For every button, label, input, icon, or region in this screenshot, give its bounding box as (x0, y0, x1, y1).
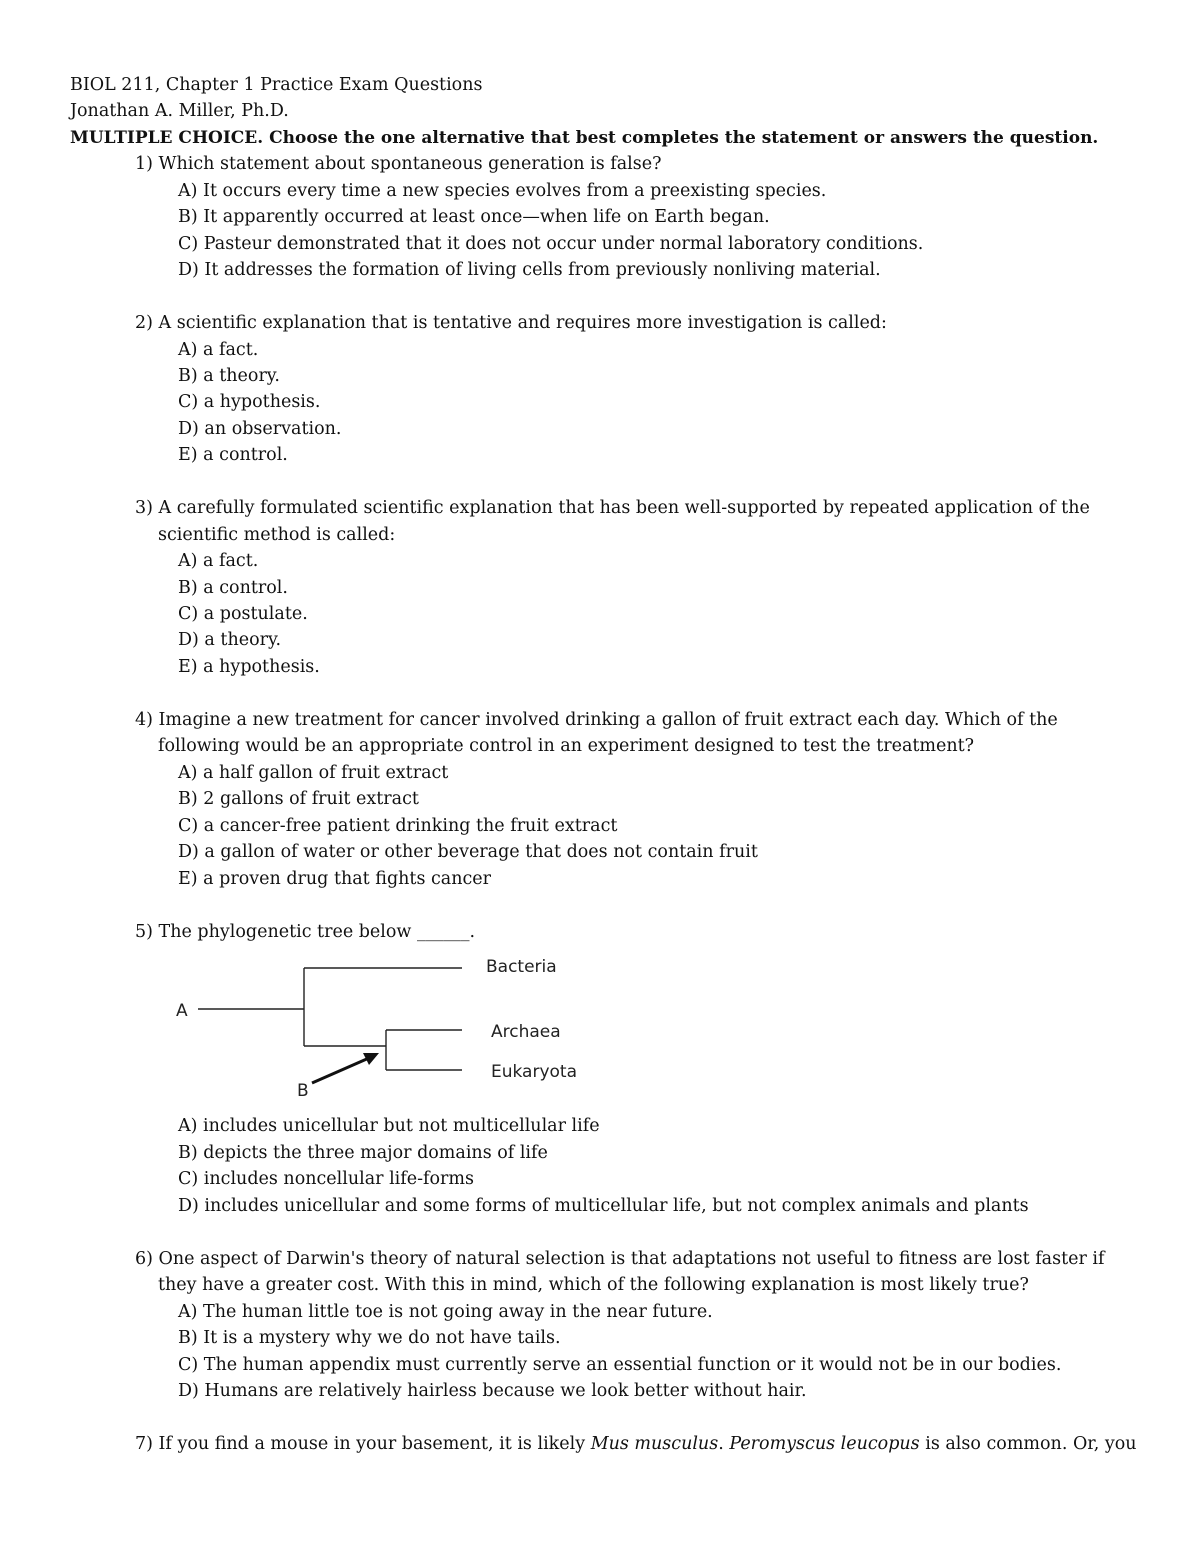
question-2-option-b: B) a theory. (178, 366, 280, 386)
question-3-option-e: E) a hypothesis. (178, 657, 320, 677)
question-3-option-a: A) a fact. (178, 551, 259, 571)
phylogenetic-tree (160, 950, 620, 1100)
instructions: MULTIPLE CHOICE. Choose the one alternative that best completes the statement or answers the question. (70, 128, 1099, 148)
taxon-bacteria: Bacteria (486, 957, 557, 977)
question-3-option-d: D) a theory. (178, 630, 282, 650)
species-mus-musculus: Mus musculus (590, 1434, 719, 1454)
question-7-stem-start: 7) If you find a mouse in your basement, it is likely (135, 1434, 591, 1454)
question-6-stem-continued: they have a greater cost. With this in mind, which of the following explanation is most likely true? (158, 1275, 1029, 1295)
question-5-option-b: B) depicts the three major domains of life (178, 1143, 548, 1163)
question-4-option-e: E) a proven drug that fights cancer (178, 869, 492, 889)
question-7-stem-mid: . (718, 1434, 730, 1454)
author-name: Jonathan A. Miller, Ph.D. (70, 101, 289, 121)
question-5-option-d: D) includes unicellular and some forms of multicellular life, but not complex animals and plants (178, 1196, 1029, 1216)
question-4-stem: 4) Imagine a new treatment for cancer involved drinking a gallon of fruit extract each day. Which of the (135, 710, 1058, 730)
question-5-option-c: C) includes noncellular life-forms (178, 1169, 474, 1189)
question-1-option-a: A) It occurs every time a new species evolves from a preexisting species. (178, 181, 827, 201)
question-1-stem: 1) Which statement about spontaneous generation is false? (135, 154, 662, 174)
question-4-option-d: D) a gallon of water or other beverage that does not contain fruit (178, 842, 758, 862)
question-6-option-a: A) The human little toe is not going away in the near future. (178, 1302, 713, 1322)
question-6-option-b: B) It is a mystery why we do not have tails. (178, 1328, 561, 1348)
arrow-b (312, 1053, 379, 1083)
question-3-stem-continued: scientific method is called: (158, 525, 396, 545)
question-7-stem (135, 1432, 1137, 1456)
question-4-option-a: A) a half gallon of fruit extract (178, 763, 449, 783)
question-1-option-c: C) Pasteur demonstrated that it does not occur under normal laboratory conditions. (178, 234, 924, 254)
node-b-label: B (297, 1081, 309, 1100)
question-2-option-d: D) an observation. (178, 419, 342, 439)
question-2-option-a: A) a fact. (178, 340, 259, 360)
question-3-option-b: B) a control. (178, 578, 288, 598)
taxon-archaea: Archaea (491, 1022, 561, 1042)
species-peromyscus-leucopus: Peromyscus leucopus (729, 1434, 920, 1454)
question-7-stem-end: is also common. Or, you (919, 1434, 1137, 1454)
question-4-option-b: B) 2 gallons of fruit extract (178, 789, 419, 809)
question-5-option-a: A) includes unicellular but not multicellular life (178, 1116, 600, 1136)
question-4-stem-continued: following would be an appropriate control in an experiment designed to test the treatment? (158, 736, 975, 756)
question-3-stem: 3) A carefully formulated scientific explanation that has been well-supported by repeated application of the (135, 498, 1090, 518)
question-3-option-c: C) a postulate. (178, 604, 308, 624)
question-2-stem: 2) A scientific explanation that is tentative and requires more investigation is called: (135, 313, 887, 333)
question-1-option-d: D) It addresses the formation of living cells from previously nonliving material. (178, 260, 881, 280)
question-2-option-c: C) a hypothesis. (178, 392, 321, 412)
question-2-option-e: E) a control. (178, 445, 288, 465)
question-1-option-b: B) It apparently occurred at least once—when life on Earth began. (178, 207, 770, 227)
question-6-option-d: D) Humans are relatively hairless because we look better without hair. (178, 1381, 807, 1401)
taxon-eukaryota: Eukaryota (491, 1062, 578, 1082)
question-6-stem: 6) One aspect of Darwin's theory of natural selection is that adaptations not useful to fitness are lost faster if (135, 1249, 1105, 1269)
course-title: BIOL 211, Chapter 1 Practice Exam Questions (70, 75, 483, 95)
question-6-option-c: C) The human appendix must currently serve an essential function or it would not be in our bodies. (178, 1355, 1062, 1375)
node-a-label: A (176, 1001, 188, 1021)
question-4-option-c: C) a cancer-free patient drinking the fruit extract (178, 816, 618, 836)
question-5-stem: 5) The phylogenetic tree below ______. (135, 922, 476, 942)
